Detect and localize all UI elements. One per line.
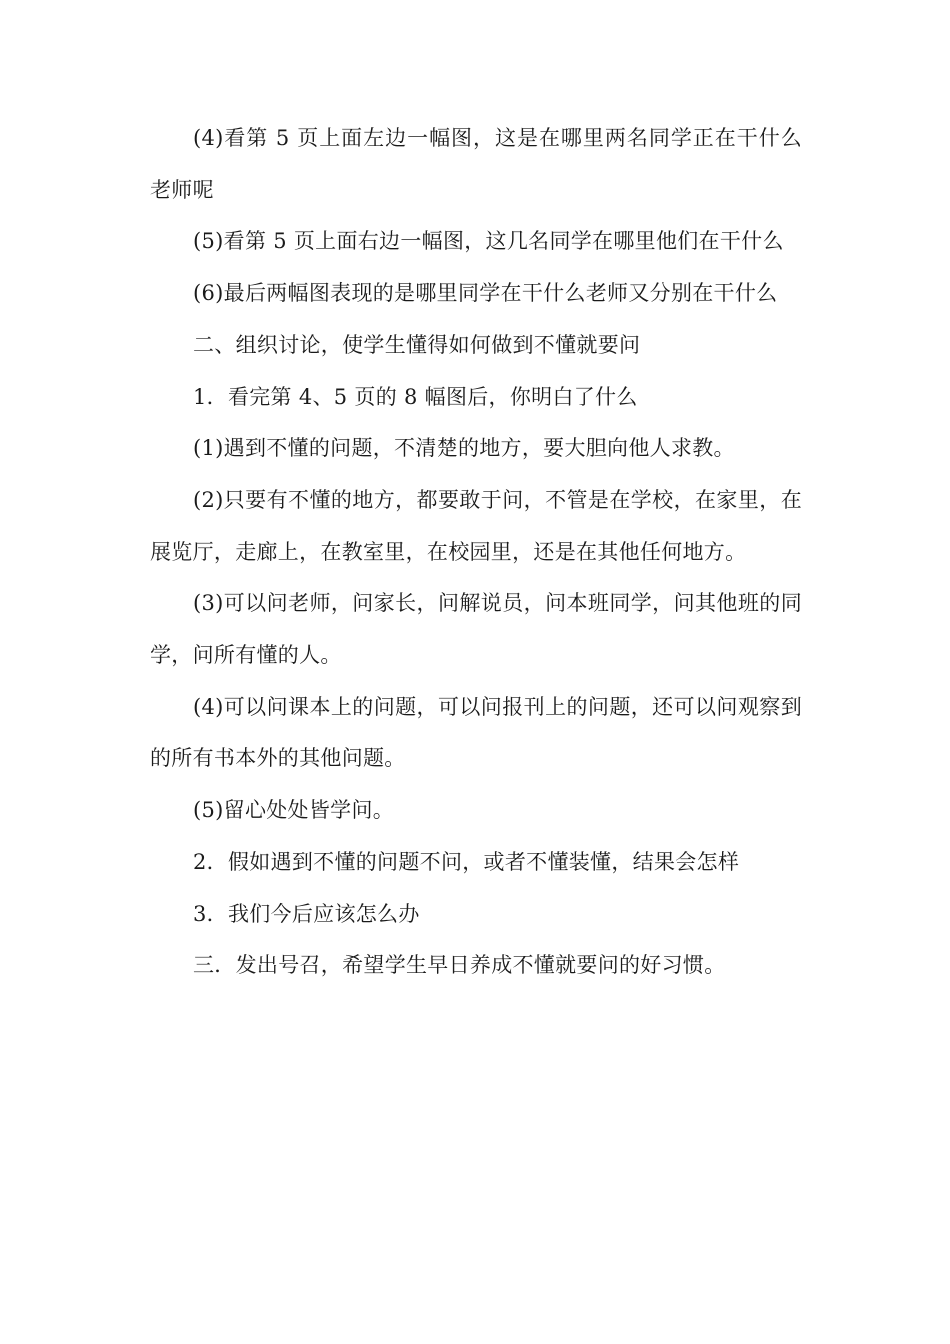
paragraph-answer-3: (3)可以问老师，问家长，问解说员，问本班同学，问其他班的同学，问所有懂的人。 [150,591,802,668]
paragraph-item-2: 2．假如遇到不懂的问题不问，或者不懂装懂，结果会怎样 [193,849,740,874]
section-heading-3: 三．发出号召，希望学生早日养成不懂就要问的好习惯。 [193,953,726,978]
paragraph-item-1: 1．看完第 4、5 页的 8 幅图后，你明白了什么 [193,384,638,409]
paragraph-answer-5: (5)留心处处皆学问。 [193,798,395,823]
paragraph-answer-1: (1)遇到不懂的问题，不清楚的地方，要大胆向他人求教。 [193,436,735,461]
paragraph-question-5: (5)看第 5 页上面右边一幅图，这几名同学在哪里他们在干什么 [193,229,784,254]
paragraph-question-4: (4)看第 5 页上面左边一幅图，这是在哪里两名同学正在干什么老师呢 [150,126,802,202]
paragraph-item-3: 3．我们今后应该怎么办 [193,901,420,926]
paragraph-question-6: (6)最后两幅图表现的是哪里同学在干什么老师又分别在干什么 [193,281,778,306]
document-body [150,113,802,992]
section-heading-2: 二、组织讨论，使学生懂得如何做到不懂就要问 [193,332,641,357]
paragraph-answer-2: (2)只要有不懂的地方，都要敢于问，不管是在学校，在家里，在展览厅，走廊上，在教室里，在校园里，还是在其他任何地方。 [150,487,802,564]
paragraph-answer-4: (4)可以问课本上的问题，可以问报刊上的问题，还可以问观察到的所有书本外的其他问题。 [150,694,802,771]
